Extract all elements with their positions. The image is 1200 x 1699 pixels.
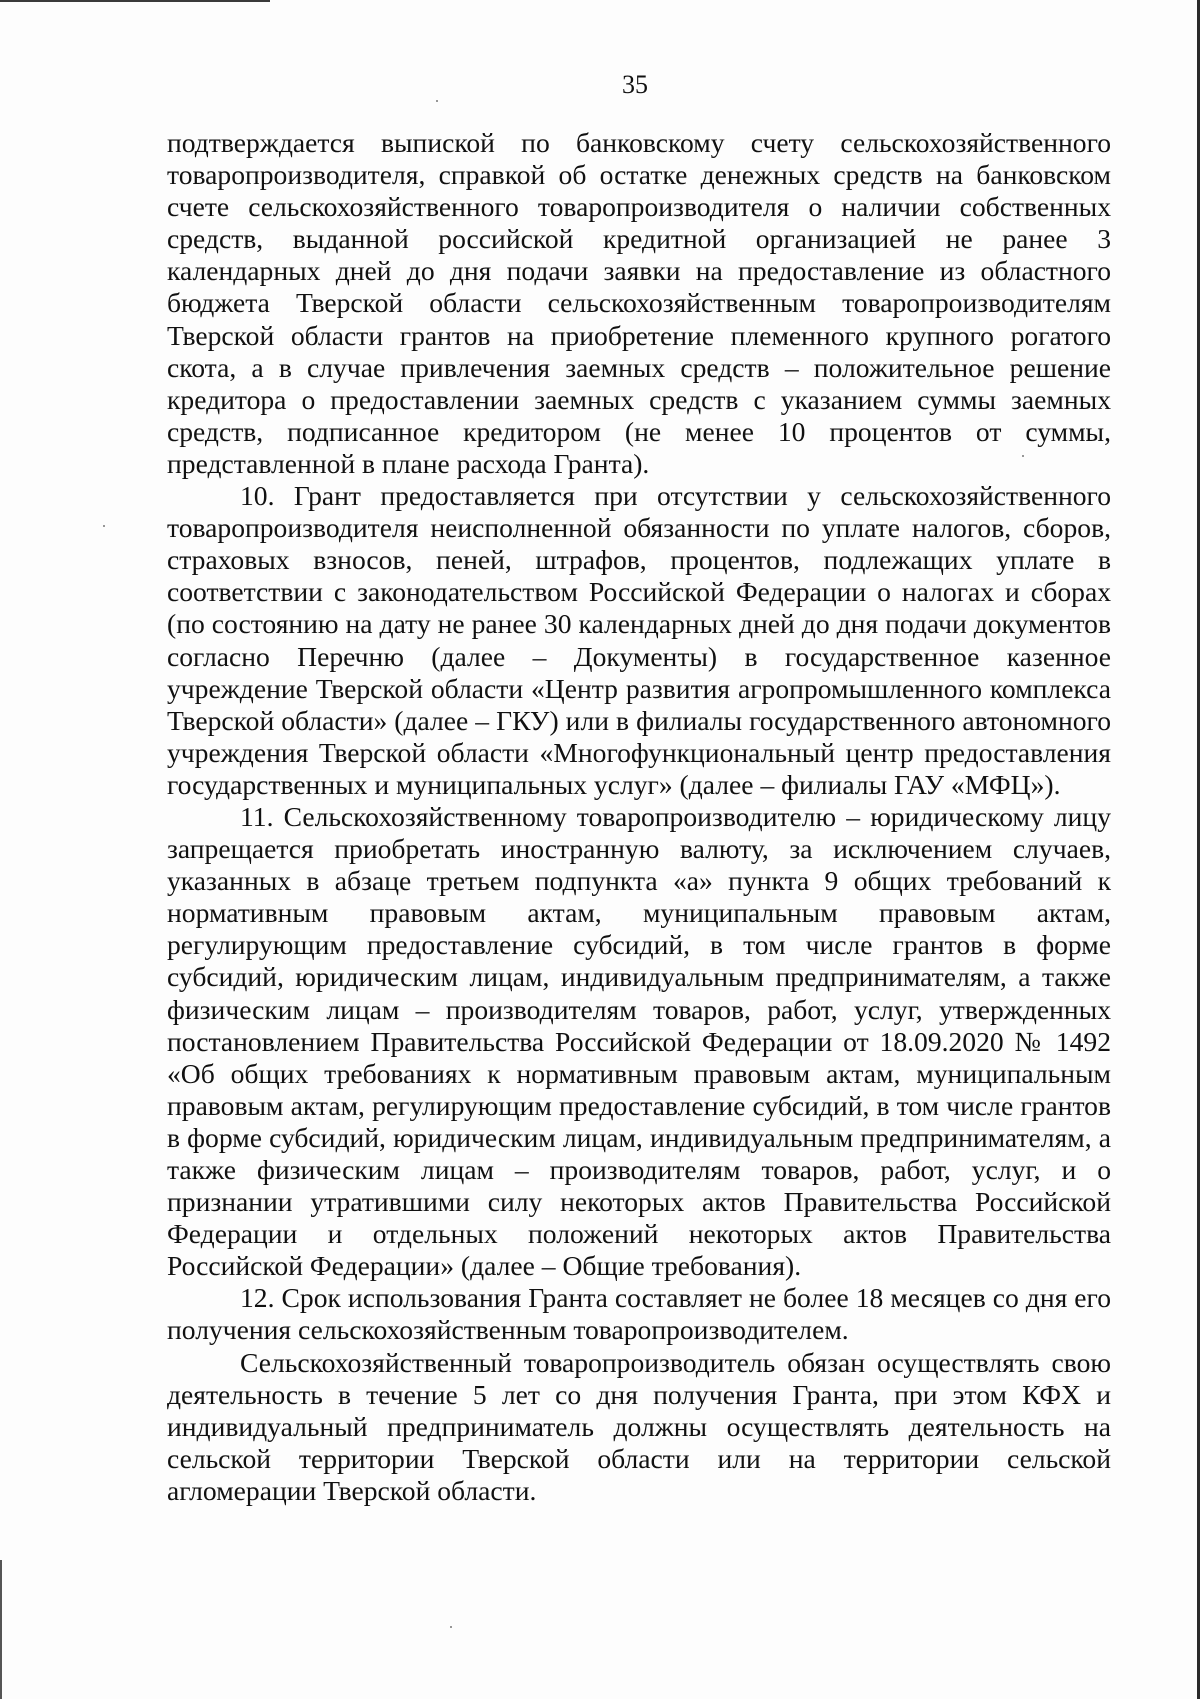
paragraph-item-10: 10. Грант предоставляется при отсутствии у сельскохозяйственного товаропроизводителя неисполненной обязанности по уплате налогов, сборов, страховых взносов, пеней, штрафов, процентов, подлежащих уплате в соответствии с законодательством Российской Федерации о налогах и сборах (по состоянию на дату не ранее 30 календарных дней до дня подачи документов согласно Перечню (далее – Документы) в государственное казенное учреждение Тверской области «Центр развития агропромышленного комплекса Тверской области» (далее – ГКУ) или в филиалы государственного автономного учреждения Тверской области «Многофункциональный центр предоставления государственных и муниципальных услуг» (далее – филиалы ГАУ «МФЦ»). bbox=[167, 480, 1111, 800]
scan-edge-top bbox=[0, 0, 270, 2]
document-body bbox=[167, 127, 1111, 1507]
page-number: 35 bbox=[622, 70, 648, 99]
paragraph-item-12: 12. Срок использования Гранта составляет не более 18 месяцев со дня его получения сельскохозяйственным товаропроизводителем. bbox=[167, 1282, 1111, 1346]
scan-edge-left bbox=[0, 1560, 2, 1699]
paragraph-continuation: подтверждается выпиской по банковскому счету сельскохозяйственного товаропроизводителя, справкой об остатке денежных средств на банковском счете сельскохозяйственного товаропроизводителя о наличии собственных средств, выданной российской кредитной организацией не ранее 3 календарных дней до дня подачи заявки на предоставление из областного бюджета Тверской области сельскохозяйственным товаропроизводителям Тверской области грантов на приобретение племенного крупного рогатого скота, а в случае привлечения заемных средств – положительное решение кредитора о предоставлении заемных средств с указанием суммы заемных средств, подписанное кредитором (не менее 10 процентов от суммы, представленной в плане расхода Гранта). bbox=[167, 127, 1111, 479]
paragraph-obligation: Сельскохозяйственный товаропроизводитель обязан осуществлять свою деятельность в течение 5 лет со дня получения Гранта, при этом КФХ и индивидуальный предприниматель должны осуществлять деятельность на сельской территории Тверской области или на территории сельской агломерации Тверской области. bbox=[167, 1346, 1111, 1506]
paragraph-item-11: 11. Сельскохозяйственному товаропроизводителю – юридическому лицу запрещается приобретать иностранную валюту, за исключением случаев, указанных в абзаце третьем подпункта «а» пункта 9 общих требований к нормативным правовым актам, муниципальным правовым актам, регулирующим предоставление субсидий, в том числе грантов в форме субсидий, юридическим лицам, индивидуальным предпринимателям, а также физическим лицам – производителям товаров, работ, услуг, утвержденных постановлением Правительства Российской Федерации от 18.09.2020 № 1492 «Об общих требованиях к нормативным правовым актам, муниципальным правовым актам, регулирующим предоставление субсидий, в том числе грантов в форме субсидий, юридическим лицам, индивидуальным предпринимателям, а также физическим лицам – производителям товаров, работ, услуг, и о признании утратившими силу некоторых актов Правительства Российской Федерации и отдельных положений некоторых актов Правительства Российской Федерации» (далее – Общие требования). bbox=[167, 800, 1111, 1282]
scan-speck bbox=[436, 100, 438, 102]
scan-speck bbox=[103, 525, 105, 527]
scan-speck bbox=[450, 1626, 452, 1628]
